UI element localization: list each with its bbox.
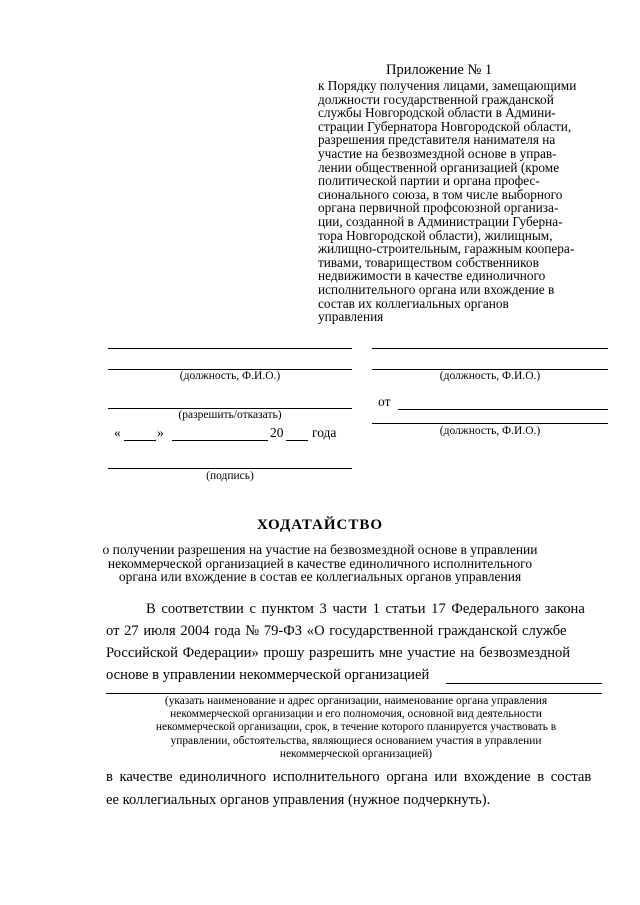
note-line: некоммерческой организации, срок, в течение которого планируется участвовать в [155,721,557,734]
right-blank-line-1 [372,348,608,349]
appendix-line: должности государственной гражданской [318,91,554,107]
appendix-description [318,79,618,324]
left-blank-line-1 [108,348,352,349]
note-line: управлении, обстоятельства, являющиеся основанием участия в управлении [170,734,542,747]
date-open-quote: « [114,425,121,440]
left-position-caption: (должность, Ф.И.О.) [179,370,281,382]
body-line-4: основе в управлении некоммерческой организацией [106,667,430,683]
from-label: от [378,394,391,409]
appendix-line: к Порядку получения лицами, замещающими [318,78,577,93]
note-line: (указать наименование и адрес организации, наименование органа управления [164,695,548,707]
appendix-line: службы Новгородской области в Админи- [318,105,556,121]
date-month-blank [172,440,268,441]
organization-instructions [112,695,600,761]
from-blank-line [398,409,608,410]
appendix-line: органа первичной профсоюзной организа- [318,200,559,216]
subtitle-line: органа или вхождение в состав ее коллегиальных органов управления [118,569,522,585]
appendix-line: недвижимости в качестве единоличного [318,268,546,284]
appendix-line: участие на безвозмездной основе в управ- [318,145,557,161]
date-year-blank [286,440,308,441]
subtitle-line: о получении разрешения на участие на безвозмездной основе в управлении [102,542,538,557]
document-subtitle [80,543,560,584]
appendix-line: состав их коллегиальных органов [318,295,509,311]
date-close-quote: » [157,425,164,440]
organization-blank-line [446,683,602,684]
appendix-line: политической партии и органа профес- [318,173,540,189]
appendix-line: жилищно-строительным, гаражным коопера- [318,241,575,257]
closing-line-1: в качестве единоличного исполнительного органа или вхождение в состав [106,769,592,785]
body-line-3: Российской Федерации» прошу разрешить мне участие на безвозмездной [106,645,571,661]
appendix-line: страции Губернатора Новгородской области, [318,118,572,134]
appendix-line: лении общественной организацией (кроме [318,159,560,175]
body-line-2: от 27 июля 2004 года № 79-ФЗ «О государственной гражданской службе [106,623,567,639]
body-line-1: В соответствии с пунктом 3 части 1 статьи 17 Федерального закона [146,601,585,617]
appendix-line: разрешения представителя нанимателя на [318,132,556,148]
note-line: некоммерческой организации и его полномочия, основной вид деятельности [170,708,542,721]
date-year-prefix: 20 [270,425,284,440]
appendix-line: сионального союза, в том числе выборного [318,186,563,202]
right-position-caption: (должность, Ф.И.О.) [439,370,541,382]
decision-caption: (разрешить/отказать) [178,409,282,421]
subtitle-line: некоммерческой организацией в качестве единоличного исполнительного [107,555,533,571]
appendix-line: управления [318,309,384,325]
applicant-blank-line [372,423,608,424]
document-title: ХОДАТАЙСТВО [256,517,384,533]
signature-caption: (подпись) [206,470,254,482]
applicant-position-caption: (должность, Ф.И.О.) [439,425,541,437]
date-day-blank [124,440,156,441]
appendix-title: Приложение № 1 [386,62,493,78]
appendix-line: исполнительного органа или вхождение в [318,281,555,297]
appendix-line: ции, созданной в Администрации Губерна- [318,213,563,229]
note-line: некоммерческой организацией) [279,747,433,760]
appendix-line: тора Новгородской области), жилищным, [318,227,553,243]
appendix-line: тивами, товариществом собственников [318,254,539,270]
signature-blank-line [108,468,352,469]
organization-details-blank-line [106,693,602,694]
closing-line-2: ее коллегиальных органов управления (нужное подчеркнуть). [106,792,491,808]
date-year-suffix: года [312,425,337,440]
